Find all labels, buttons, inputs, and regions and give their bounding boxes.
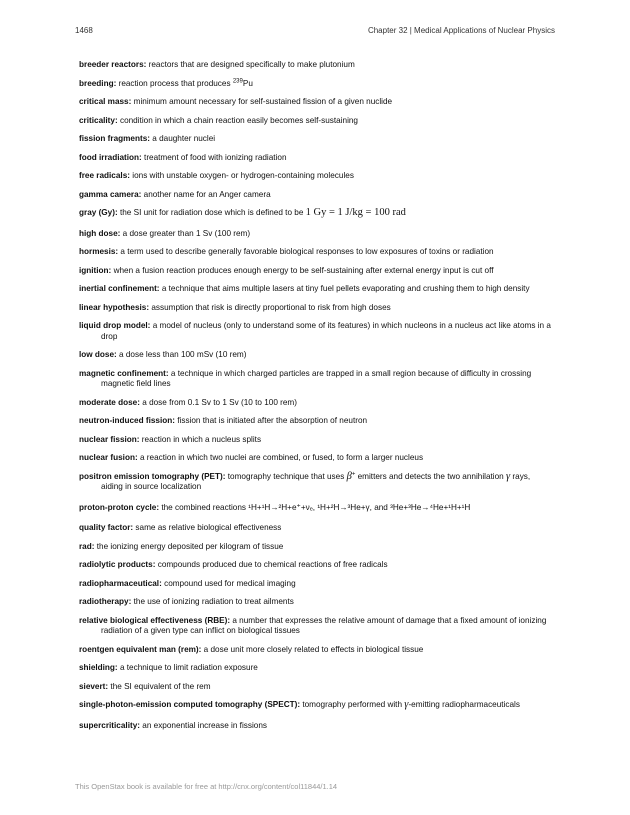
glossary-entry bbox=[79, 416, 554, 427]
reaction-equation: ³He+³He→⁴He+¹H+¹H bbox=[390, 502, 471, 512]
page-number: 1468 bbox=[75, 26, 93, 35]
glossary-term: gamma camera: bbox=[79, 189, 142, 199]
glossary-definition: minimum amount necessary for self-sustained fission of a given nuclide bbox=[133, 97, 393, 106]
glossary-entry bbox=[79, 472, 554, 493]
glossary-entry bbox=[79, 97, 554, 108]
glossary-entry bbox=[79, 721, 554, 732]
glossary-definition: compounds produced due to chemical reactions of free radicals bbox=[157, 560, 388, 569]
glossary-definition: when a fusion reaction produces enough energy to be self-sustaining after external energy input is cut off bbox=[113, 265, 494, 275]
glossary-definition: reaction in which a nucleus splits bbox=[141, 434, 262, 444]
glossary-definition: the ionizing energy deposited per kilogram of tissue bbox=[96, 541, 284, 551]
gamma-symbol: γ bbox=[506, 470, 511, 482]
glossary-entry bbox=[79, 321, 554, 342]
glossary-entry bbox=[79, 453, 554, 464]
glossary-definition: the SI equivalent of the rem bbox=[110, 681, 211, 691]
glossary-definition: a technique in which charged particles are trapped in a small region because of difficulty in crossing magnetic field lines bbox=[101, 368, 532, 388]
reaction-equation: ¹H+¹H→²H+e⁺+νₑ, bbox=[248, 502, 316, 512]
glossary-term: neutron-induced fission: bbox=[79, 416, 175, 425]
glossary-definition: the combined reactions bbox=[161, 502, 246, 512]
glossary-definition: a dose unit more closely related to effects in biological tissue bbox=[203, 644, 424, 654]
glossary-entry bbox=[79, 398, 554, 409]
glossary-definition: tomography technique that uses bbox=[227, 471, 345, 481]
glossary-entry bbox=[79, 682, 554, 693]
glossary-term: food irradiation: bbox=[79, 152, 142, 162]
glossary-term: nuclear fission: bbox=[79, 434, 140, 444]
glossary-definition: a dose greater than 1 Sv (100 rem) bbox=[122, 228, 251, 238]
glossary-entry bbox=[79, 645, 554, 656]
glossary-term: low dose: bbox=[79, 350, 117, 359]
glossary-definition: rays, aiding in source localization bbox=[101, 471, 531, 491]
glossary-definition: a reaction in which two nuclei are combined, or fused, to form a larger nucleus bbox=[139, 453, 424, 462]
glossary-term: radiopharmaceutical: bbox=[79, 578, 162, 588]
glossary-term: proton-proton cycle: bbox=[79, 502, 160, 512]
glossary-entry bbox=[79, 134, 554, 145]
glossary-entry bbox=[79, 208, 554, 219]
glossary-term: hormesis: bbox=[79, 247, 119, 256]
glossary-definition: a number that expresses the relative amount of damage that a fixed amount of ionizing radiation of a given type can inflict on biological tissues bbox=[101, 615, 547, 635]
glossary-term: linear hypothesis: bbox=[79, 302, 150, 312]
glossary-term: relative biological effectiveness (RBE): bbox=[79, 615, 231, 625]
glossary-entry bbox=[79, 523, 554, 534]
glossary-term: roentgen equivalent man (rem): bbox=[79, 644, 202, 654]
glossary-entry bbox=[79, 503, 554, 514]
glossary-definition: a dose less than 100 mSv (10 rem) bbox=[119, 350, 247, 359]
glossary-entry bbox=[79, 284, 554, 295]
glossary-entry bbox=[79, 579, 554, 590]
reaction-equation: ¹H+²H→³He+γ, bbox=[317, 502, 372, 512]
glossary-entry bbox=[79, 153, 554, 164]
glossary-definition: reactors that are designed specifically to make plutonium bbox=[148, 60, 355, 69]
glossary-term: quality factor: bbox=[79, 523, 134, 532]
glossary-entry bbox=[79, 700, 554, 711]
mass-number: 239 bbox=[232, 77, 243, 84]
gamma-symbol: γ bbox=[404, 699, 409, 710]
glossary-definition: an exponential increase in fissions bbox=[142, 720, 267, 730]
glossary-term: rad: bbox=[79, 541, 95, 551]
glossary-term: single-photon-emission computed tomography (SPECT): bbox=[79, 700, 301, 709]
glossary-definition: compound used for medical imaging bbox=[164, 578, 296, 588]
element-symbol: Pu bbox=[242, 78, 253, 88]
glossary-definition: the SI unit for radiation dose which is defined to be bbox=[119, 208, 304, 217]
chapter-title: Chapter 32 | Medical Applications of Nuclear Physics bbox=[367, 26, 555, 35]
glossary-definition: tomography performed with bbox=[302, 700, 403, 709]
glossary-term: liquid drop model: bbox=[79, 321, 151, 330]
glossary-definition: a dose from 0.1 Sv to 1 Sv (10 to 100 rem) bbox=[142, 397, 297, 407]
glossary-entry bbox=[79, 597, 554, 608]
glossary-term: shielding: bbox=[79, 663, 118, 672]
glossary-entry bbox=[79, 116, 554, 127]
glossary-term: moderate dose: bbox=[79, 397, 140, 407]
glossary-entry bbox=[79, 663, 554, 674]
glossary-term: inertial confinement: bbox=[79, 284, 160, 293]
glossary-entry bbox=[79, 247, 554, 258]
glossary-term: breeding: bbox=[79, 78, 117, 88]
glossary-entry bbox=[79, 542, 554, 553]
glossary-entry bbox=[79, 171, 554, 182]
glossary-term: gray (Gy): bbox=[79, 208, 118, 217]
glossary-entry bbox=[79, 560, 554, 571]
gray-equation: 1 Gy = 1 J/kg = 100 rad bbox=[305, 207, 406, 218]
glossary-entry bbox=[79, 229, 554, 240]
glossary-term: magnetic confinement: bbox=[79, 368, 169, 378]
glossary-entry bbox=[79, 79, 554, 90]
glossary-term: free radicals: bbox=[79, 171, 130, 180]
glossary-term: radiolytic products: bbox=[79, 560, 156, 569]
glossary-definition: ions with unstable oxygen- or hydrogen-containing molecules bbox=[132, 171, 354, 180]
beta-symbol: β bbox=[346, 470, 352, 482]
glossary-term: supercriticality: bbox=[79, 720, 140, 730]
glossary-entry bbox=[79, 369, 554, 390]
glossary-term: radiotherapy: bbox=[79, 597, 132, 606]
glossary-definition: reaction process that produces bbox=[118, 78, 231, 88]
glossary-definition: fission that is initiated after the absorption of neutron bbox=[177, 416, 368, 425]
glossary-term: breeder reactors: bbox=[79, 60, 147, 69]
glossary-definition: a model of nucleus (only to understand some of its features) in which nucleons in a nucleus act like atoms in a drop bbox=[101, 321, 551, 341]
glossary-entry bbox=[79, 190, 554, 201]
glossary-definition: the use of ionizing radiation to treat ailments bbox=[133, 597, 294, 606]
glossary-term: positron emission tomography (PET): bbox=[79, 471, 226, 481]
glossary-term: sievert: bbox=[79, 681, 109, 691]
glossary-definition: assumption that risk is directly proportional to risk from high doses bbox=[151, 302, 391, 312]
glossary-entry bbox=[79, 350, 554, 361]
glossary-definition: another name for an Anger camera bbox=[143, 189, 271, 199]
glossary-entry bbox=[79, 266, 554, 277]
glossary-term: high dose: bbox=[79, 228, 121, 238]
glossary-term: nuclear fusion: bbox=[79, 453, 138, 462]
glossary-term: criticality: bbox=[79, 115, 118, 125]
glossary-definition: a daughter nuclei bbox=[152, 134, 216, 143]
glossary-definition: emitters and detects the two annihilation bbox=[357, 471, 504, 481]
glossary-term: ignition: bbox=[79, 265, 112, 275]
glossary-entry bbox=[79, 616, 554, 637]
beta-charge: + bbox=[351, 470, 356, 477]
glossary-entry bbox=[79, 435, 554, 446]
glossary-entry bbox=[79, 60, 554, 71]
glossary-definition: condition in which a chain reaction easily becomes self-sustaining bbox=[119, 115, 358, 125]
glossary-definition: a technique to limit radiation exposure bbox=[119, 663, 258, 672]
glossary-definition: -emitting radiopharmaceuticals bbox=[408, 700, 520, 709]
glossary-definition: same as relative biological effectiveness bbox=[135, 523, 282, 532]
footer-note: This OpenStax book is available for free at http://cnx.org/content/col11844/1.14 bbox=[75, 782, 338, 791]
glossary-entry bbox=[79, 303, 554, 314]
glossary-definition: treatment of food with ionizing radiation bbox=[144, 152, 287, 162]
glossary-term: critical mass: bbox=[79, 97, 132, 106]
glossary-definition: a technique that aims multiple lasers at tiny fuel pellets evaporating and crushing them to high density bbox=[161, 284, 530, 293]
glossary-definition: a term used to describe generally favorable biological responses to low exposures of toxins or radiation bbox=[120, 247, 494, 256]
glossary-term: fission fragments: bbox=[79, 134, 150, 143]
glossary bbox=[79, 60, 554, 739]
reaction-connector: and bbox=[374, 502, 388, 512]
